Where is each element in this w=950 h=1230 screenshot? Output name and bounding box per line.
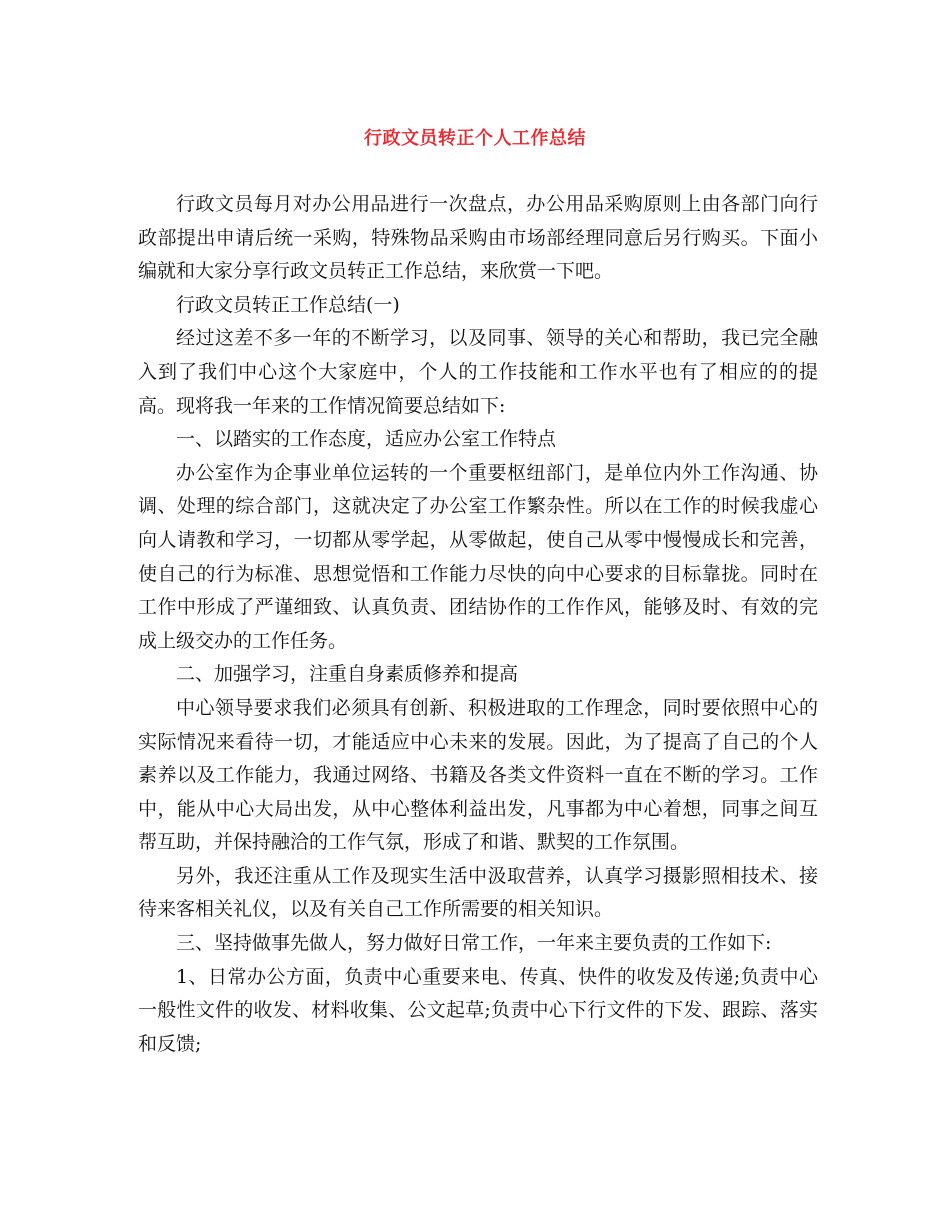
paragraph-section-1: 办公室作为企事业单位运转的一个重要枢纽部门，是单位内外工作沟通、协调、处理的综合部门，这就决定了办公室工作繁杂性。所以在工作的时候我虚心向人请教和学习，一切都从零学起，从零做起，使自己从零中慢慢成长和完善，使自己的行为标准、思想觉悟和工作能力尽快的向中心要求的目标靠拢。同时在工作中形成了严谨细致、认真负责、团结协作的工作作风，能够及时、有效的完成上级交办的工作任务。 bbox=[138, 461, 818, 652]
paragraph-section-2: 中心领导要求我们必须具有创新、积极进取的工作理念，同时要依照中心的实际情况来看待一切，才能适应中心未来的发展。因此，为了提高了自己的个人素养以及工作能力，我通过网络、书籍及各类文件资料一直在不断的学习。工作中，能从中心大局出发，从中心整体利益出发，凡事都为中心着想，同事之间互帮互助，并保持融洽的工作气氛，形成了和谐、默契的工作氛围。 bbox=[138, 696, 818, 854]
document-title: 行政文员转正个人工作总结 bbox=[364, 128, 586, 149]
section-heading-2: 二、加强学习，注重自身素质修养和提高 bbox=[176, 663, 519, 686]
section-heading-1: 一、以踏实的工作态度，适应办公室工作特点 bbox=[176, 428, 557, 451]
document-body bbox=[138, 188, 818, 1061]
section-heading-3: 三、坚持做事先做人，努力做好日常工作，一年来主要负责的工作如下: bbox=[176, 932, 772, 955]
paragraph-opening: 经过这差不多一年的不断学习，以及同事、领导的关心和帮助，我已完全融入到了我们中心这个大家庭中，个人的工作技能和工作水平也有了相应的的提高。现将我一年来的工作情况简要总结如下: bbox=[138, 327, 818, 417]
paragraph-section-2-extra: 另外，我还注重从工作及现实生活中汲取营养，认真学习摄影照相技术、接待来客相关礼仪，以及有关自己工作所需要的相关知识。 bbox=[138, 864, 818, 921]
paragraph-item-1: 1、日常办公方面，负责中心重要来电、传真、快件的收发及传递;负责中心一般性文件的收发、材料收集、公文起草;负责中心下行文件的下发、跟踪、落实和反馈; bbox=[138, 965, 818, 1055]
paragraph-intro: 行政文员每月对办公用品进行一次盘点，办公用品采购原则上由各部门向行政部提出申请后统一采购，特殊物品采购由市场部经理同意后另行购买。下面小编就和大家分享行政文员转正工作总结，来欣赏一下吧。 bbox=[138, 193, 818, 283]
paragraph-subtitle: 行政文员转正工作总结(一) bbox=[176, 293, 400, 316]
